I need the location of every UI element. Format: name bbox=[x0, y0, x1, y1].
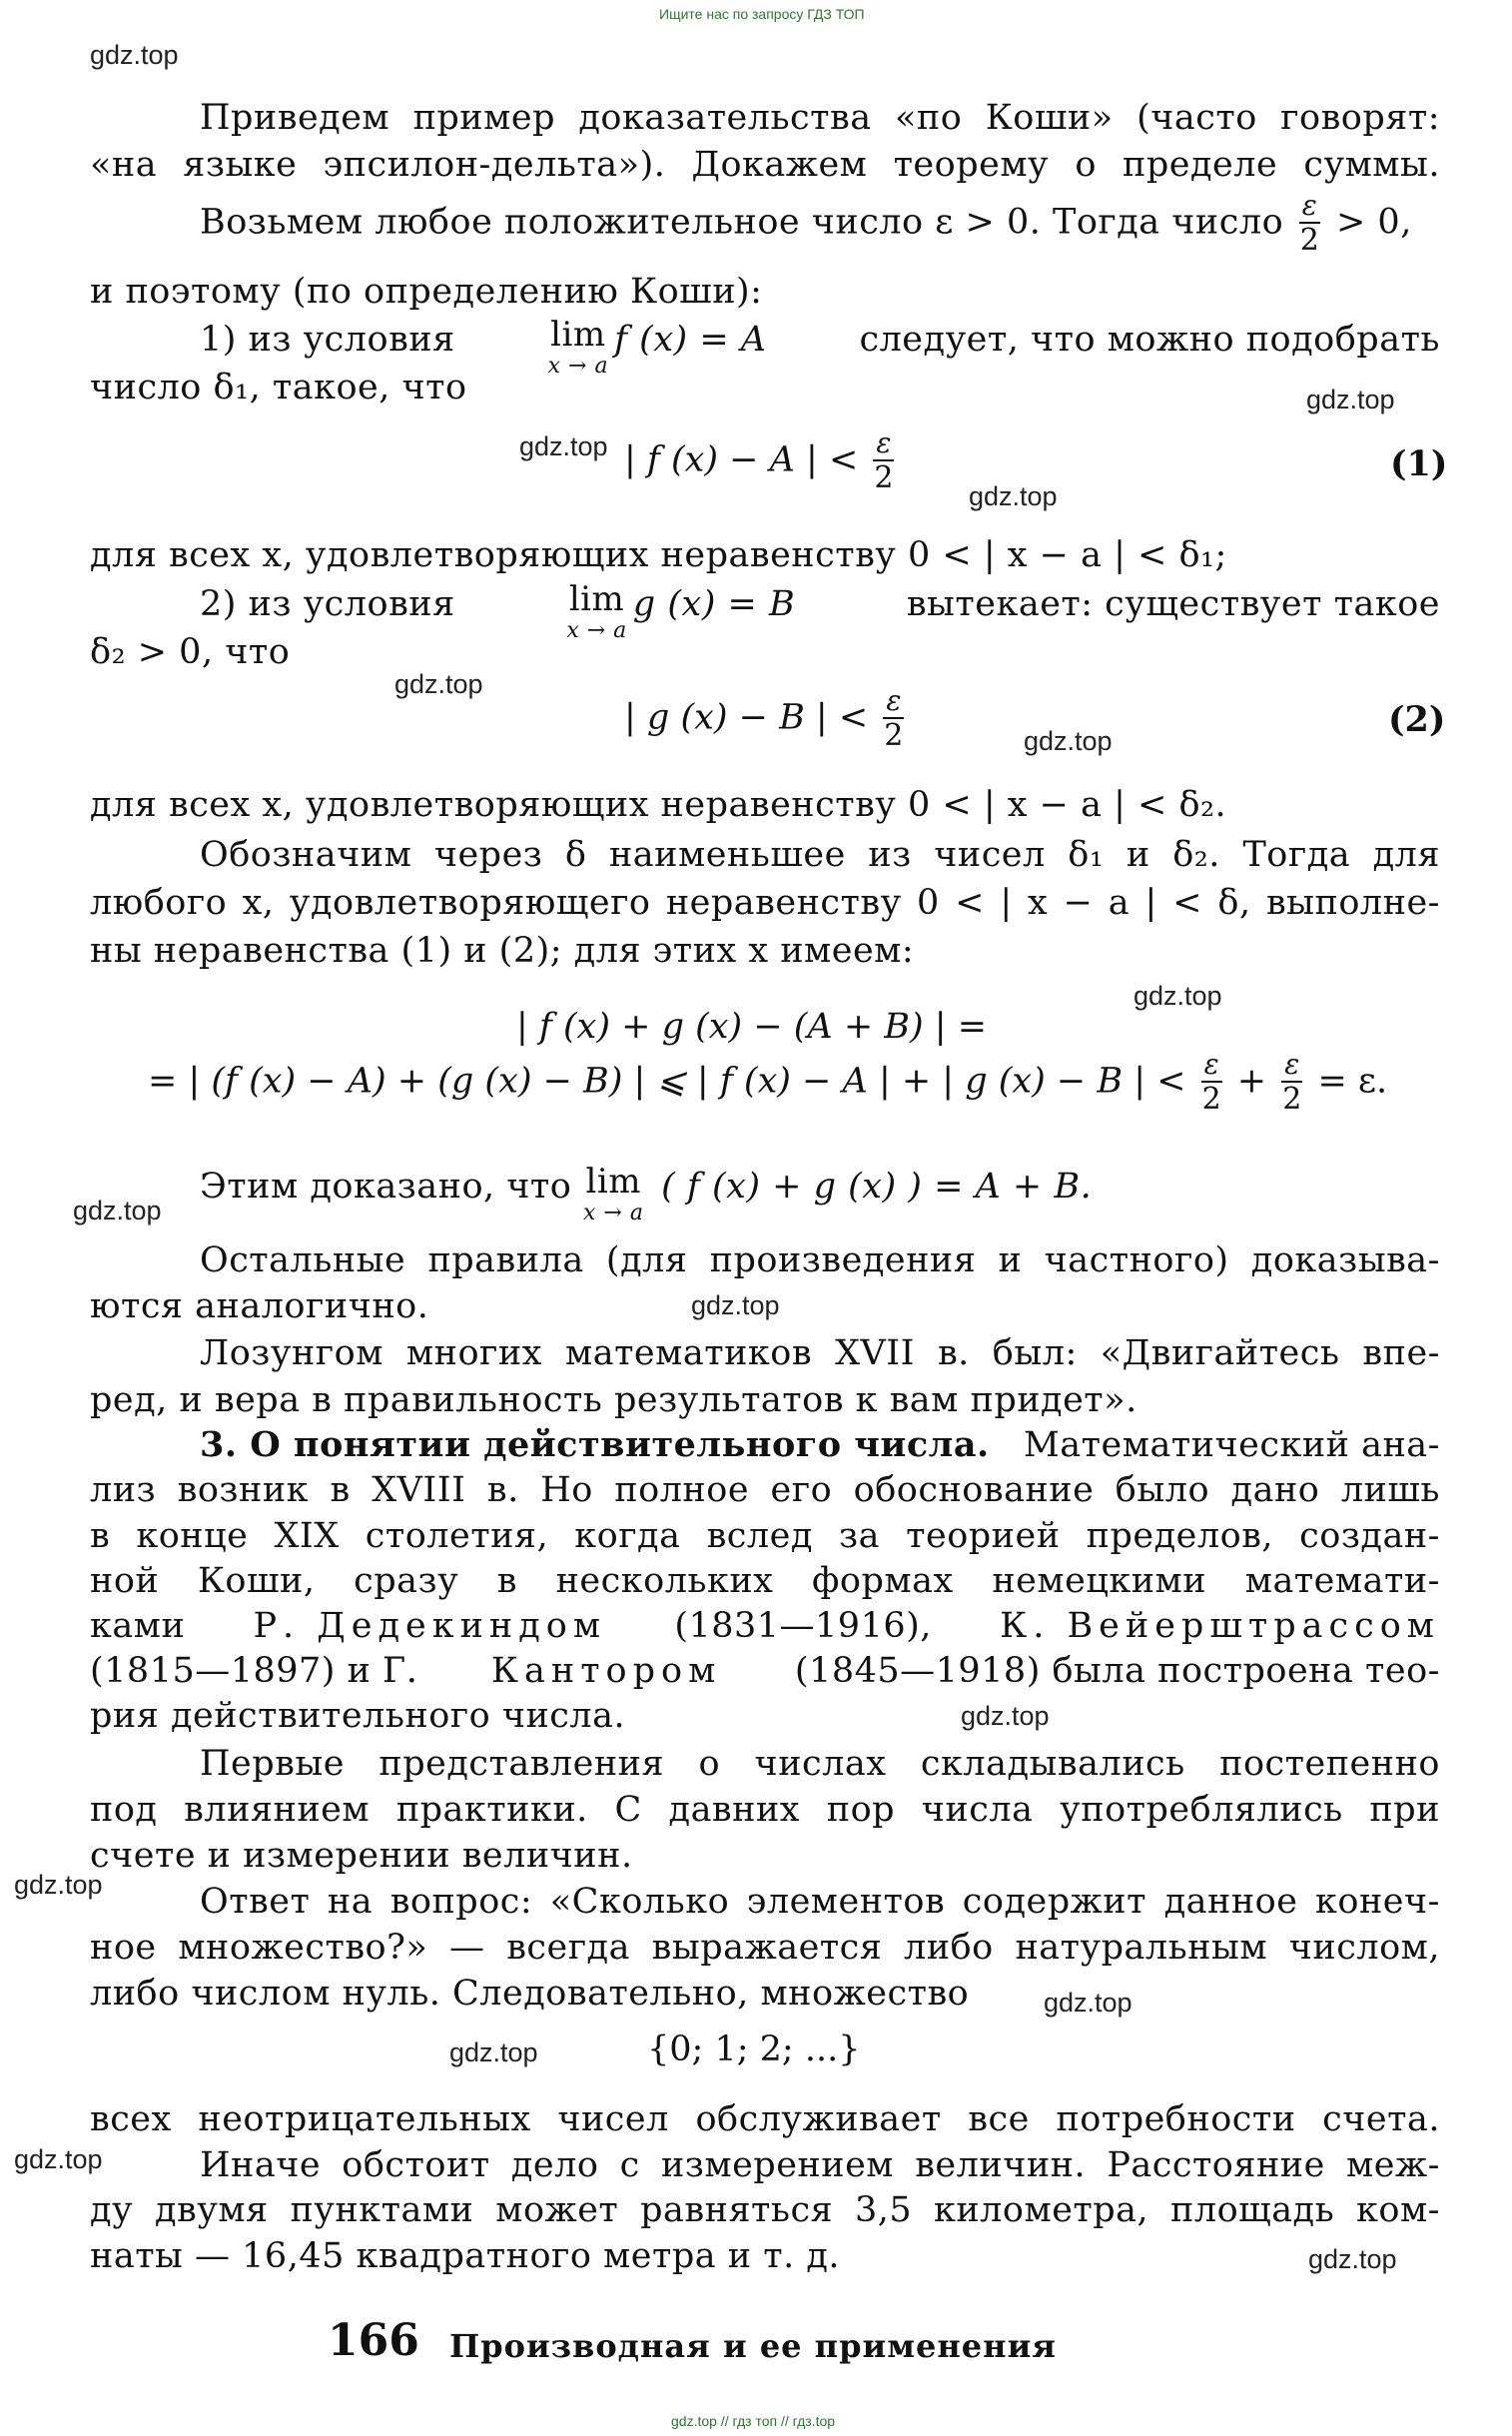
text-span: следует, что можно подобрать bbox=[859, 320, 1440, 360]
text-line: ду двумя пунктами может равняться 3,5 километра, площадь ком- bbox=[90, 2190, 1440, 2230]
header-note: Ищите нас по запросу ГДЗ ТОП bbox=[659, 6, 865, 22]
text-line: ками Р. Дедекиндом (1831—1916), К. Вейерштрассом bbox=[90, 1606, 1440, 1646]
watermark: gdz.top bbox=[519, 431, 608, 461]
footer-note: gdz.top // гдз топ // гдз.top bbox=[671, 2413, 836, 2429]
formula-2: | g (x) − B | < $\frac{\varepsilon}{2}$ bbox=[624, 684, 904, 753]
watermark: gdz.top bbox=[449, 2037, 538, 2067]
running-footer-title: Производная и ее применения bbox=[449, 2327, 1057, 2365]
limit-expression: lim x → a f (x) = A bbox=[547, 315, 767, 379]
text-line: рия действительного числа. bbox=[90, 1696, 626, 1736]
equation-line: | f (x) + g (x) − (A + B) | = bbox=[516, 1007, 988, 1047]
watermark: gdz.top bbox=[969, 481, 1058, 511]
watermark: gdz.top bbox=[691, 1290, 780, 1320]
watermark: gdz.top bbox=[14, 1870, 103, 1900]
watermark: gdz.top bbox=[1044, 1988, 1133, 2018]
watermark: gdz.top bbox=[90, 40, 179, 70]
text-line: под влиянием практики. С давних пор числа употреблялись при bbox=[90, 1790, 1440, 1830]
text-line: Этим доказано, что lim x → a ( f (x) + g (x) ) = A + B. bbox=[200, 1162, 1093, 1225]
formula-1: | f (x) − A | < $\frac{\varepsilon}{2}$ bbox=[624, 426, 894, 495]
equation-tag: (2) bbox=[1388, 699, 1446, 740]
text-line: ной Коши, сразу в нескольких формах немецкими математи- bbox=[90, 1561, 1440, 1601]
text-line: Иначе обстоит дело с измерением величин. Расстояние меж- bbox=[200, 2145, 1440, 2185]
limit-expression: lim x → a g (x) = B bbox=[566, 579, 796, 643]
text-line: либо числом нуль. Следовательно, множество bbox=[90, 1974, 970, 2014]
fraction: $\frac{\varepsilon}{2}$ bbox=[1299, 189, 1320, 258]
text-span: 1) из условия bbox=[200, 320, 455, 360]
equation-line: = | (f (x) − A) + (g (x) − B) | ⩽ | f (x) − A | + | g (x) − B | < $\frac{\varepsilon}{2}$ + $\frac{\varepsilon}{2}$ = ε. bbox=[148, 1048, 1388, 1117]
text-line: «на языке эпсилон-дельта»). Докажем теорему о пределе суммы. bbox=[90, 145, 1440, 185]
text-line: Первые представления о числах складывались постепенно bbox=[200, 1744, 1440, 1784]
text-line: в конце XIX столетия, когда вслед за теорией пределов, создан- bbox=[90, 1516, 1440, 1556]
text-span: Возьмем любое положительное число ε > 0. Тогда число bbox=[200, 202, 1284, 243]
text-line: ное множество?» — всегда выражается либо натуральным числом, bbox=[90, 1928, 1440, 1968]
text-span: вытекает: существует такое bbox=[906, 584, 1440, 624]
text-line: Ответ на вопрос: «Сколько элементов содержит данное конеч- bbox=[200, 1882, 1440, 1922]
text-line: Приведем пример доказательства «по Коши» (часто говорят: bbox=[200, 98, 1440, 138]
set-notation: {0; 1; 2; ...} bbox=[647, 2030, 861, 2069]
text-line bbox=[200, 189, 1440, 258]
text-line: Остальные правила (для произведения и частного) доказыва- bbox=[200, 1240, 1440, 1280]
page-number: 166 bbox=[328, 2315, 419, 2366]
watermark: gdz.top bbox=[73, 1196, 162, 1225]
text-line: (1815—1897) и Г. Кантором (1845—1918) была построена тео- bbox=[90, 1651, 1440, 1691]
watermark: gdz.top bbox=[1306, 385, 1395, 414]
text-line: для всех x, удовлетворяющих неравенству 0 < | x − a | < δ₂. bbox=[90, 785, 1227, 825]
text-line: счете и измерении величин. bbox=[90, 1836, 633, 1876]
watermark: gdz.top bbox=[961, 1701, 1050, 1731]
text-line: лиз возник в XVIII в. Но полное его обоснование было дано лишь bbox=[90, 1470, 1440, 1510]
text-span: 2) из условия bbox=[200, 584, 455, 624]
text-line: Обозначим через δ наименьшее из чисел δ₁ и δ₂. Тогда для bbox=[200, 835, 1440, 875]
text-line: δ₂ > 0, что bbox=[90, 632, 291, 672]
text-line: Лозунгом многих математиков XVII в. был: «Двигайтесь впе- bbox=[200, 1333, 1440, 1373]
text-line: и поэтому (по определению Коши): bbox=[90, 272, 763, 312]
text-line: для всех x, удовлетворяющих неравенству 0 < | x − a | < δ₁; bbox=[90, 535, 1227, 575]
text-line: ются аналогично. bbox=[90, 1286, 429, 1326]
text-line: ны неравенства (1) и (2); для этих x имеем: bbox=[90, 931, 915, 971]
text-span: > 0, bbox=[1335, 202, 1412, 243]
text-line: 3. О понятии действительного числа. Математический ана- bbox=[200, 1424, 1440, 1465]
text-line: наты — 16,45 квадратного метра и т. д. bbox=[90, 2236, 840, 2276]
equation-tag: (1) bbox=[1390, 443, 1448, 484]
section-heading: 3. О понятии действительного числа. bbox=[200, 1424, 990, 1465]
watermark: gdz.top bbox=[14, 2144, 103, 2174]
text-line: любого x, удовлетворяющего неравенству 0 < | x − a | < δ, выполне- bbox=[90, 883, 1440, 923]
text-line: всех неотрицательных чисел обслуживает все потребности счета. bbox=[90, 2099, 1440, 2139]
watermark: gdz.top bbox=[1134, 981, 1222, 1011]
watermark: gdz.top bbox=[1308, 2244, 1397, 2274]
watermark: gdz.top bbox=[394, 669, 483, 699]
text-line: ред, и вера в правильность результатов к вам придет». bbox=[90, 1380, 1137, 1420]
text-line: число δ₁, такое, что bbox=[90, 368, 467, 407]
watermark: gdz.top bbox=[1024, 726, 1113, 756]
